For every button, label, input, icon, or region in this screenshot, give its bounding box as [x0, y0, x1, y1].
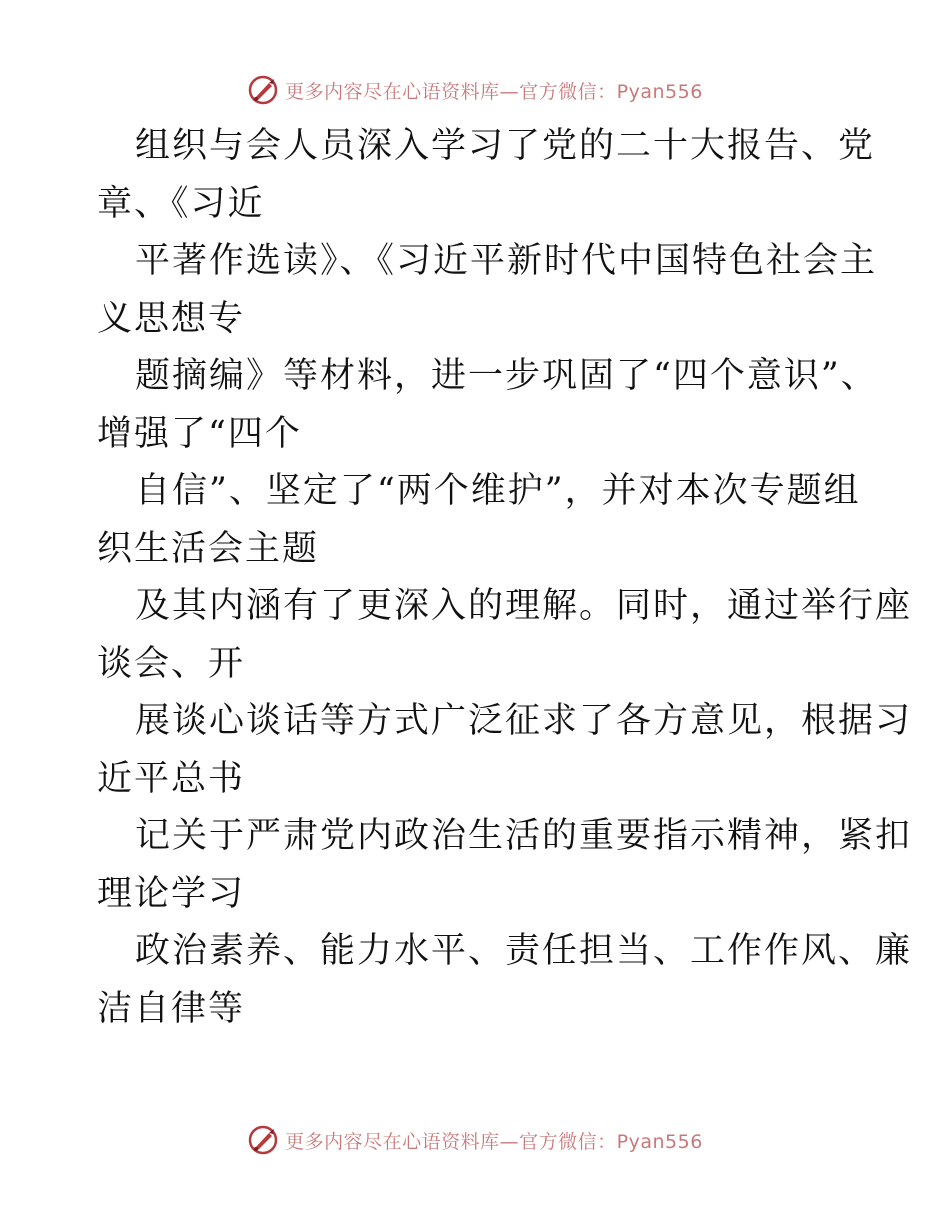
document-line: 展谈心谈话等方式广泛征求了各方意见，根据习 — [135, 701, 913, 741]
header-banner-text: 更多内容尽在心语资料库—官方微信：Pyan556 — [285, 80, 703, 103]
document-line: 洁自律等 — [97, 988, 246, 1029]
document-line: 组织与会人员深入学习了党的二十大报告、党 — [135, 126, 876, 166]
quill-logo-icon — [247, 74, 279, 106]
document-line: 题摘编》等材料，进一步巩固了“四个意识”、 — [135, 356, 878, 396]
document-line: 谈会、开 — [97, 643, 246, 684]
header-banner — [0, 70, 950, 110]
document-line: 增强了“四个 — [97, 413, 302, 454]
document-line: 政治素养、能力水平、责任担当、工作作风、廉 — [135, 931, 913, 971]
document-line: 义思想专 — [97, 298, 246, 339]
footer-banner — [0, 1120, 950, 1160]
document-line: 近平总书 — [97, 758, 246, 799]
document-line: 平著作选读》、《习近平新时代中国特色社会主 — [135, 241, 878, 281]
document-line: 织生活会主题 — [97, 528, 320, 569]
document-line: 自信”、坚定了“两个维护”，并对本次专题组 — [135, 471, 861, 511]
footer-banner-text: 更多内容尽在心语资料库—官方微信：Pyan556 — [285, 1130, 703, 1153]
footer-banner-inner — [247, 1124, 703, 1156]
header-banner-inner — [247, 74, 703, 106]
quill-logo-icon — [247, 1124, 279, 1156]
document-line: 章、《习近 — [97, 183, 265, 224]
document-body — [97, 118, 913, 1038]
document-line: 记关于严肃党内政治生活的重要指示精神，紧扣 — [135, 816, 913, 856]
document-line: 及其内涵有了更深入的理解。同时，通过举行座 — [135, 586, 913, 626]
document-line: 理论学习 — [97, 873, 246, 914]
